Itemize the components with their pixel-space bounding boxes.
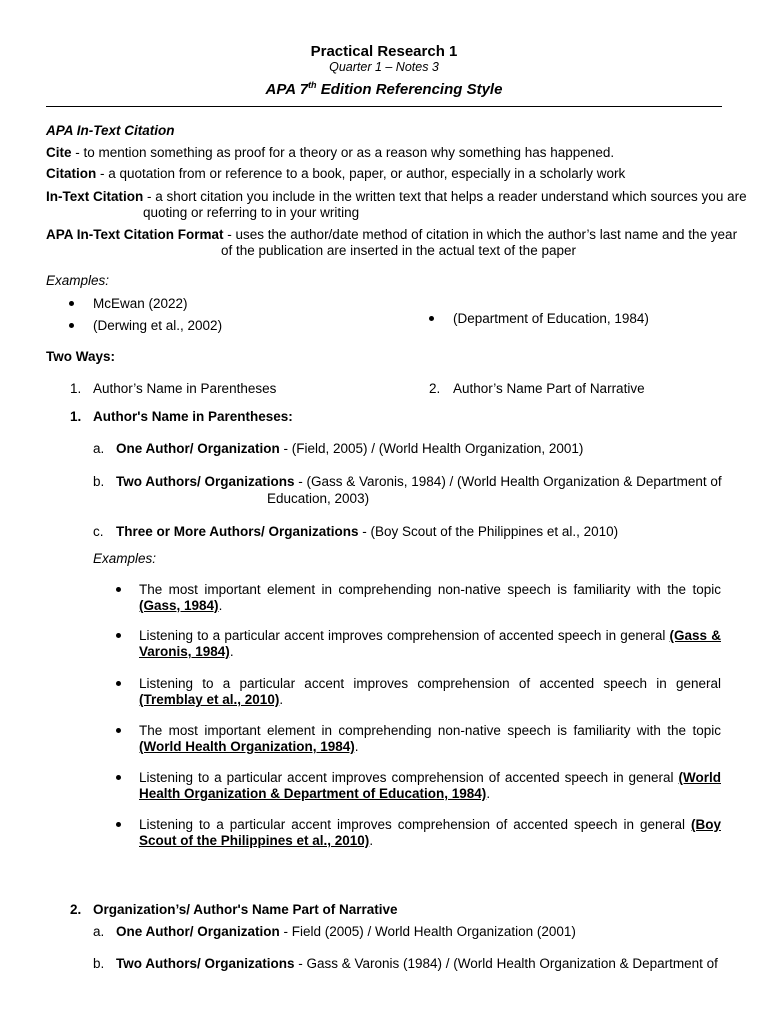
sub-item bbox=[116, 924, 576, 940]
definition-term: Citation bbox=[46, 166, 97, 181]
bullet-icon bbox=[116, 822, 121, 827]
example-end: . bbox=[218, 598, 223, 613]
two-ways-item: Author’s Name Part of Narrative bbox=[453, 381, 645, 396]
sub-item-term: Two Authors/ Organizations bbox=[116, 474, 295, 489]
example-end: . bbox=[229, 644, 234, 659]
example-end: . bbox=[279, 692, 284, 707]
two-ways-item: Author’s Name in Parentheses bbox=[93, 381, 277, 396]
example-end: . bbox=[354, 739, 359, 754]
sub-item-text: - (Boy Scout of the Philippines et al., 2010) bbox=[358, 524, 619, 539]
example-sentence bbox=[139, 676, 721, 708]
example-citation: (Tremblay et al., 2010) bbox=[139, 692, 280, 707]
document-subtitle: Quarter 1 – Notes 3 bbox=[329, 60, 439, 74]
definition-text: - uses the author/date method of citation in which the author’s last name and the year bbox=[223, 227, 738, 242]
sub-item-text: - Field (2005) / World Health Organization (2001) bbox=[279, 924, 576, 939]
example-end: . bbox=[486, 786, 491, 801]
example-text: Listening to a particular accent improves comprehension of accented speech in general bbox=[139, 628, 670, 643]
header-divider bbox=[46, 106, 722, 107]
example-sentence bbox=[139, 770, 721, 802]
definition-term: APA In-Text Citation Format bbox=[46, 227, 224, 242]
example-sentence bbox=[139, 628, 721, 660]
sub-item bbox=[116, 524, 618, 540]
example-item: (Department of Education, 1984) bbox=[453, 311, 649, 326]
document-heading bbox=[0, 81, 768, 98]
definition-cite bbox=[46, 145, 614, 161]
heading-text: APA 7 bbox=[265, 81, 309, 98]
section-title: APA In-Text Citation bbox=[46, 123, 175, 138]
definition-text: - a short citation you include in the written text that helps a reader understand which sources you are bbox=[143, 189, 747, 204]
sub-item bbox=[116, 474, 722, 490]
document-title: Practical Research 1 bbox=[310, 43, 458, 60]
section-number: 2. bbox=[70, 902, 82, 917]
example-text: Listening to a particular accent improves comprehension of accented speech in general bbox=[139, 676, 721, 691]
definition-term: In-Text Citation bbox=[46, 189, 144, 204]
sub-item-text: - (Gass & Varonis, 1984) / (World Health Organization & Department of bbox=[294, 474, 722, 489]
example-item: McEwan (2022) bbox=[93, 296, 188, 311]
sub-item bbox=[116, 441, 583, 457]
example-citation: (World Health Organization, 1984) bbox=[139, 739, 355, 754]
example-sentence bbox=[139, 817, 721, 849]
heading-text-rest: Edition Referencing Style bbox=[316, 81, 503, 98]
sub-item-term: Two Authors/ Organizations bbox=[116, 956, 295, 971]
section-heading: Organization’s/ Author's Name Part of Narrative bbox=[93, 902, 398, 917]
example-item: (Derwing et al., 2002) bbox=[93, 318, 223, 333]
bullet-icon bbox=[116, 681, 121, 686]
example-end: . bbox=[369, 833, 374, 848]
sub-letter: a. bbox=[93, 924, 105, 939]
section-number: 1. bbox=[70, 409, 82, 424]
sub-letter: c. bbox=[93, 524, 104, 539]
definition-continuation: of the publication are inserted in the actual text of the paper bbox=[221, 243, 576, 258]
definition-citation bbox=[46, 166, 625, 182]
sub-item-text: - Gass & Varonis (1984) / (World Health Organization & Department of bbox=[294, 956, 718, 971]
sub-item-term: One Author/ Organization bbox=[116, 441, 280, 456]
example-citation: (Boy Scout of the Philippines et al., 2010) bbox=[139, 817, 721, 848]
example-text: Listening to a particular accent improves comprehension of accented speech in general bbox=[139, 817, 691, 832]
sub-letter: a. bbox=[93, 441, 105, 456]
example-citation: (World Health Organization & Department of Education, 1984) bbox=[139, 770, 721, 801]
definition-in-text-citation bbox=[46, 189, 747, 205]
bullet-icon bbox=[116, 633, 121, 638]
sub-item-continuation: Education, 2003) bbox=[267, 491, 370, 506]
bullet-icon bbox=[116, 728, 121, 733]
example-text: The most important element in comprehending non-native speech is familiarity with the topic bbox=[139, 582, 721, 597]
example-text: The most important element in comprehending non-native speech is familiarity with the topic bbox=[139, 723, 721, 738]
sub-item bbox=[116, 956, 718, 972]
heading-superscript: th bbox=[308, 80, 317, 90]
list-number: 2. bbox=[429, 381, 441, 396]
bullet-icon bbox=[116, 775, 121, 780]
sub-item-term: Three or More Authors/ Organizations bbox=[116, 524, 359, 539]
example-sentence bbox=[139, 723, 721, 755]
two-ways-label: Two Ways: bbox=[46, 349, 116, 364]
definition-term: Cite bbox=[46, 145, 72, 160]
definition-continuation: quoting or referring to in your writing bbox=[143, 205, 360, 220]
example-citation: (Gass & Varonis, 1984) bbox=[139, 628, 721, 659]
sub-item-text: - (Field, 2005) / (World Health Organization, 2001) bbox=[279, 441, 584, 456]
definition-text: - to mention something as proof for a theory or as a reason why something has happened. bbox=[71, 145, 615, 160]
list-number: 1. bbox=[70, 381, 82, 396]
bullet-icon bbox=[116, 587, 121, 592]
sub-letter: b. bbox=[93, 956, 105, 971]
example-sentence bbox=[139, 582, 721, 614]
sub-letter: b. bbox=[93, 474, 105, 489]
example-citation: (Gass, 1984) bbox=[139, 598, 219, 613]
example-text: Listening to a particular accent improves comprehension of accented speech in general bbox=[139, 770, 679, 785]
definition-text: - a quotation from or reference to a book, paper, or author, especially in a scholarly work bbox=[96, 166, 626, 181]
section-heading: Author's Name in Parentheses: bbox=[93, 409, 293, 424]
bullet-icon bbox=[69, 323, 74, 328]
bullet-icon bbox=[69, 301, 74, 306]
examples-label: Examples: bbox=[93, 551, 157, 566]
examples-label: Examples: bbox=[46, 273, 110, 288]
definition-format bbox=[46, 227, 737, 243]
sub-item-term: One Author/ Organization bbox=[116, 924, 280, 939]
bullet-icon bbox=[429, 316, 434, 321]
